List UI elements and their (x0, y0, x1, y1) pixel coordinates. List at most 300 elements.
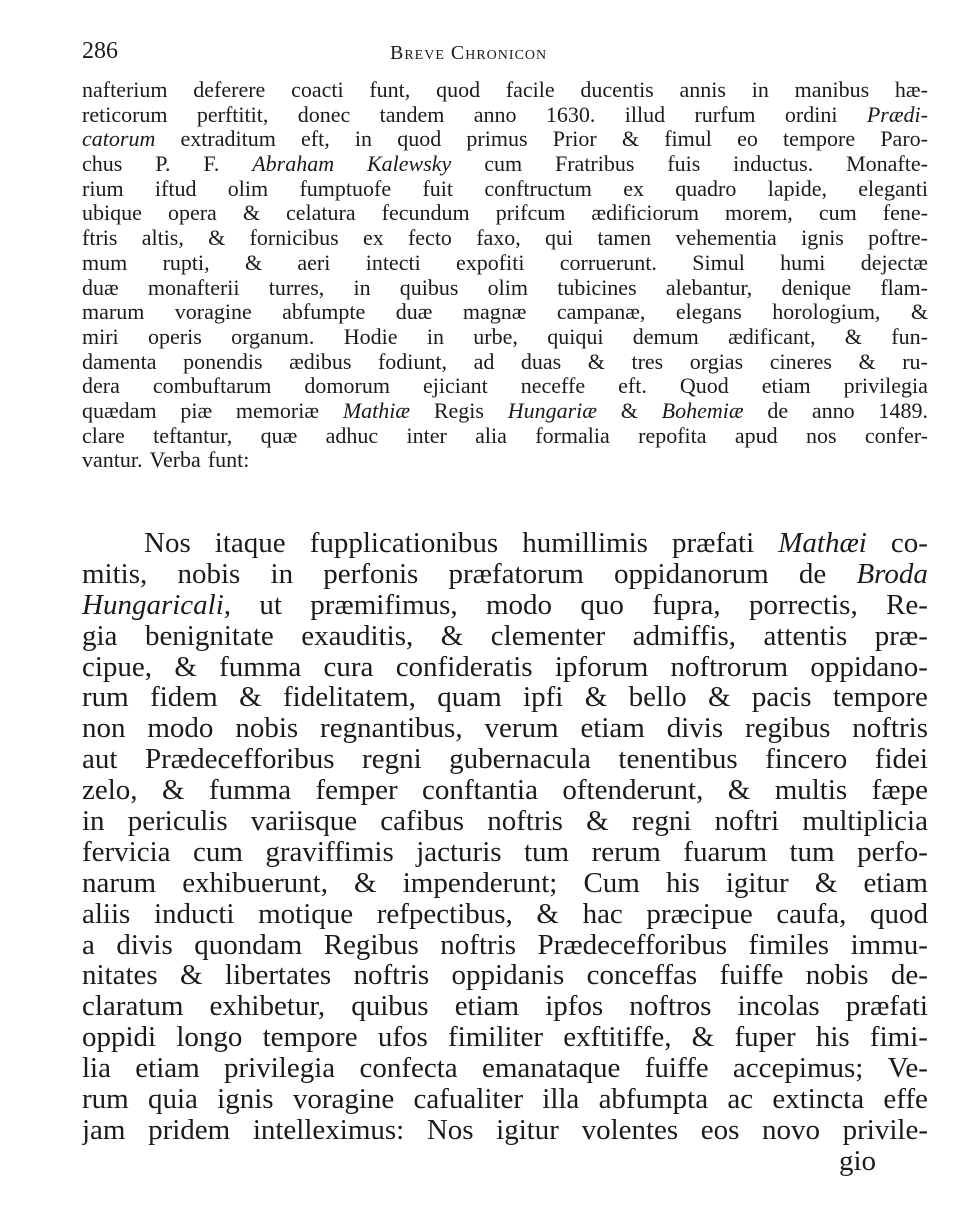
word: quod (397, 127, 442, 152)
word: motique (258, 898, 354, 930)
word: eo (737, 127, 758, 152)
word: fene- (882, 201, 928, 226)
text-line (82, 930, 928, 961)
word: exauditis, (301, 620, 414, 652)
text-line (82, 276, 928, 301)
word: igitur (496, 1114, 559, 1146)
word: Nos (144, 528, 191, 559)
word: accepimus; (732, 1053, 864, 1085)
text-line (82, 226, 928, 251)
page-header (82, 38, 928, 72)
word: tum (524, 836, 570, 868)
word: cum (818, 201, 857, 226)
word: nitates (82, 960, 158, 992)
word: rium (82, 176, 124, 201)
word: denique (781, 275, 852, 300)
word: Quod (679, 374, 729, 399)
word: intecti (365, 250, 421, 275)
word: nafterium (82, 78, 168, 102)
word: Simul (692, 250, 745, 275)
word: Regibus (323, 929, 419, 961)
word: præfati (845, 991, 928, 1023)
word: libertates (224, 960, 332, 992)
word: ftris (82, 226, 118, 251)
word: ordini (784, 102, 838, 127)
word: olim (487, 275, 529, 300)
word: his (815, 1022, 850, 1054)
word: humi (780, 250, 826, 275)
word: mitis, (82, 558, 148, 590)
text-line (82, 652, 928, 683)
text-line (82, 899, 928, 930)
word: & (587, 349, 605, 374)
word: privilegia (224, 1053, 336, 1085)
word: fecundum (381, 201, 470, 226)
word: noftrorum (670, 651, 789, 683)
text-line (82, 713, 928, 744)
word: etiam (454, 991, 520, 1023)
word: ponendis (183, 349, 263, 374)
text-line (82, 127, 928, 152)
word: fuarum (683, 836, 768, 868)
word: & (910, 300, 928, 325)
word: fecto (407, 226, 452, 251)
word: duas (520, 349, 562, 374)
word: multis (774, 775, 848, 807)
word: quadro (675, 176, 737, 201)
word: vantur. (82, 448, 143, 473)
word: in (751, 78, 769, 102)
word: ignis (217, 1084, 274, 1115)
word: elegans (675, 300, 742, 325)
chronicle-text (82, 78, 928, 473)
word: etiam (863, 867, 928, 899)
word: lia (82, 1053, 111, 1085)
word: demum (632, 324, 699, 349)
word: cum (193, 836, 243, 868)
word: in (354, 127, 373, 152)
word: de (767, 398, 789, 423)
italic-word: Abraham (252, 152, 335, 177)
word: ut (259, 589, 282, 621)
word: piæ (180, 398, 213, 423)
word: narum (82, 867, 157, 899)
word: & (440, 620, 464, 652)
word: cipue, (82, 651, 153, 683)
word: in (353, 275, 371, 300)
word: nobis (235, 713, 299, 745)
word: modo (486, 589, 553, 621)
word: fuper (734, 1022, 796, 1054)
word: formalia (535, 423, 610, 448)
word: repofita (638, 423, 707, 448)
word: eleganti (858, 176, 928, 201)
running-title: Breve Chronicon (390, 42, 548, 64)
word: humillimis (522, 528, 648, 559)
word: aeri (297, 250, 331, 275)
word: altis, (141, 226, 184, 251)
word: exhibuerunt, (182, 867, 328, 899)
text-line (82, 1022, 928, 1053)
text-line (82, 806, 928, 837)
word: nobis (805, 960, 869, 992)
text-line (82, 1146, 928, 1177)
word: exhibetur, (209, 991, 326, 1023)
word: Cum (583, 867, 640, 899)
word: Paro- (880, 127, 928, 152)
word: turres, (268, 275, 325, 300)
word: fimul (664, 127, 712, 152)
word: in (426, 324, 444, 349)
word: oppidi (82, 1022, 157, 1054)
word: nos (805, 423, 837, 448)
word: regni (362, 744, 422, 776)
text-line (82, 300, 928, 325)
text-line (82, 1084, 928, 1115)
word: funt: (207, 448, 250, 473)
word: & (208, 226, 226, 251)
text-line (82, 590, 928, 621)
word: lapide, (767, 176, 827, 201)
text-line (82, 374, 928, 399)
word: coacti (291, 78, 344, 102)
word: non (82, 713, 126, 745)
text-line (82, 991, 928, 1022)
word: rerum (591, 836, 661, 868)
word: manibus (794, 78, 870, 102)
word: refpectibus, (376, 898, 513, 930)
word: Prior (552, 127, 597, 152)
word: divis (116, 929, 173, 961)
word: ex (362, 226, 384, 251)
word: fodiunt, (377, 349, 448, 374)
word: voragine (174, 300, 252, 325)
text-line (82, 744, 928, 775)
word: ubique (82, 201, 142, 226)
text-line (82, 177, 928, 202)
word: Prædecefforibus (537, 929, 728, 961)
word: porrectis, (748, 589, 858, 621)
word: cafualiter (413, 1084, 524, 1115)
word: Hodie (343, 324, 398, 349)
word: donec (297, 102, 351, 127)
italic-word: Bohemiæ (661, 398, 744, 423)
word: voragine (292, 1084, 395, 1115)
word: duæ (395, 300, 433, 325)
word: præfatorum (448, 558, 584, 590)
word: præfati (672, 528, 755, 559)
text-line (82, 201, 928, 226)
word: & (586, 806, 609, 837)
word: incolas (737, 991, 820, 1023)
word: hæ- (894, 78, 928, 102)
word: Nos (426, 1114, 474, 1146)
word: monafterii (147, 275, 240, 300)
word: prifcum (495, 201, 566, 226)
word: eft, (301, 127, 330, 152)
word: & (354, 867, 377, 899)
word: ex (623, 176, 644, 201)
word: igitur (725, 867, 789, 899)
word: dera (82, 374, 120, 399)
text-line (82, 152, 928, 177)
word: bello (628, 682, 687, 714)
word: quondam (194, 929, 303, 961)
word: divis (666, 713, 724, 745)
word: anno (473, 102, 517, 127)
word: femper (315, 775, 398, 807)
text-line (82, 424, 928, 449)
italic-word: Kalewsky (367, 152, 452, 177)
word: privile- (842, 1114, 928, 1146)
word: fuiffe (719, 960, 784, 992)
word: a (82, 929, 95, 961)
word: fumma (219, 651, 302, 683)
italic-word: Mathæi (778, 528, 867, 559)
word: ipfi (523, 682, 564, 714)
word: orgias (689, 349, 744, 374)
word: & (244, 250, 263, 275)
word: fimiles (748, 929, 830, 961)
word: & (620, 398, 638, 423)
word: urbe, (473, 324, 518, 349)
word: oppidanorum (614, 558, 769, 590)
word: eos (700, 1114, 740, 1146)
text-line (82, 325, 928, 350)
word: itaque (214, 528, 286, 559)
word: fidelitatem, (283, 682, 416, 714)
word: graviffimis (265, 836, 394, 868)
word: & (621, 127, 640, 152)
word: quiqui (547, 324, 604, 349)
word: etiam (761, 374, 811, 399)
word: conftructum (484, 176, 592, 201)
word: ignis (801, 226, 844, 251)
word: combuftarum (152, 374, 272, 399)
word: in (270, 558, 294, 590)
word: fumma (208, 775, 292, 807)
word: cura (323, 651, 374, 683)
word: magnæ (462, 300, 527, 325)
word: fæpe (871, 775, 928, 807)
word: volentes (581, 1114, 679, 1146)
text-line (82, 78, 928, 103)
word: quibus (351, 991, 429, 1023)
word: inductus. (733, 152, 814, 177)
word: ru- (902, 349, 928, 374)
word: cineres (769, 349, 832, 374)
word: fumptuofe (299, 176, 392, 201)
word: Prædecefforibus (144, 744, 335, 776)
word: P. (155, 152, 171, 177)
word: ædificant, (728, 324, 816, 349)
word: alebantur, (665, 275, 753, 300)
word: opera (167, 201, 217, 226)
word: gio (838, 1145, 876, 1177)
word: confer- (864, 423, 928, 448)
word: faxo, (476, 226, 521, 251)
word: tandem (379, 102, 445, 127)
text-line (82, 251, 928, 276)
page-number: 286 (82, 38, 118, 64)
word: illud (624, 102, 666, 127)
text-line (82, 1053, 928, 1084)
word: perftitit, (196, 102, 269, 127)
word: inter (406, 423, 447, 448)
word: & (180, 960, 203, 992)
word: 1630. (545, 102, 596, 127)
word: memoriæ (235, 398, 320, 423)
word: & (239, 682, 262, 714)
word: fornicibus (249, 226, 339, 251)
word: attentis (763, 620, 848, 652)
word: cum (484, 152, 523, 177)
word: reticorum (82, 102, 168, 127)
word: & (844, 324, 862, 349)
word: F. (203, 152, 220, 177)
word: anno (811, 398, 855, 423)
word: oppidano- (810, 651, 928, 683)
word: conceffas (586, 960, 698, 992)
word: impenderunt; (402, 867, 558, 899)
word: effe (883, 1084, 928, 1115)
word: exftitiffe, (563, 1022, 672, 1054)
word: tamen (597, 226, 652, 251)
word: rum (82, 1084, 129, 1115)
word: tempore (262, 1022, 358, 1054)
word: corruerunt. (559, 250, 657, 275)
text-line (82, 682, 928, 713)
word: de- (890, 960, 928, 992)
word: hac (582, 898, 623, 930)
word: tempore (783, 127, 856, 152)
word: periculis (127, 806, 228, 837)
word: clare (82, 423, 125, 448)
word: fupra, (652, 589, 721, 621)
word: perfonis (323, 558, 419, 590)
word: tempore (832, 682, 928, 714)
word: inducti (153, 898, 235, 930)
word: ipfos (545, 991, 604, 1023)
word: ipforum (554, 651, 649, 683)
italic-word: Mathiæ (342, 398, 411, 423)
word: regni (631, 806, 692, 837)
word: tenentibus (618, 744, 738, 776)
word: & (242, 201, 260, 226)
word: ac (727, 1084, 754, 1115)
text-line (82, 960, 928, 991)
word: zelo, (82, 775, 138, 807)
word: quia (147, 1084, 198, 1115)
word: noftri (714, 806, 780, 837)
word: teftantur, (153, 423, 233, 448)
word: chus (82, 152, 123, 177)
word: & (536, 898, 559, 930)
word: Ve- (887, 1053, 928, 1085)
word: variisque (250, 806, 358, 837)
word: abfumpta (598, 1084, 709, 1115)
word: in (82, 806, 105, 837)
word: nobis (177, 558, 241, 590)
word: fincero (765, 744, 848, 776)
word: eft. (618, 374, 647, 399)
word: extraditum (180, 127, 276, 152)
word: tubicines (557, 275, 637, 300)
word: præcipue (646, 898, 753, 930)
word: & (584, 682, 608, 714)
word: fuiffe (644, 1053, 709, 1085)
word: noftris (487, 806, 563, 837)
word: de (798, 558, 827, 590)
word: ædibus (289, 349, 352, 374)
word: noftris (353, 960, 430, 992)
word: expofiti (456, 250, 525, 275)
word: & (707, 682, 731, 714)
word: pacis (751, 682, 812, 714)
word: rum (82, 682, 129, 714)
word: rurfum (694, 102, 756, 127)
word: rupti, (162, 250, 210, 275)
word: illa (542, 1084, 580, 1115)
word: modo (147, 713, 214, 745)
word: tum (789, 836, 835, 868)
word: vehementia (675, 226, 777, 251)
word: ad (473, 349, 495, 374)
word: confideratis (395, 651, 533, 683)
word: campanæ, (556, 300, 646, 325)
text-line (82, 775, 928, 806)
word: quo (580, 589, 624, 621)
word: funt, (369, 78, 411, 102)
word: gia (82, 620, 118, 652)
word: quam (437, 682, 502, 714)
word: longo (176, 1022, 243, 1054)
word: jam (82, 1114, 126, 1146)
word: quod (436, 78, 481, 102)
word: etiam (580, 713, 645, 745)
word: operis (148, 324, 202, 349)
word: facile (505, 78, 555, 102)
word: fun- (891, 324, 928, 349)
text-line (82, 837, 928, 868)
word: fidei (874, 744, 928, 776)
word: clementer (490, 620, 606, 652)
word: & (174, 651, 197, 683)
word: pridem (148, 1114, 231, 1146)
word: qui (545, 226, 574, 251)
word: alia (475, 423, 507, 448)
word: cafibus (380, 806, 465, 837)
word: aliis (82, 898, 131, 930)
word: primus (466, 127, 528, 152)
word: emanataque (481, 1053, 621, 1085)
word: co- (890, 528, 928, 559)
italic-word: Hungariæ (507, 398, 597, 423)
word: 1489. (878, 398, 928, 423)
word: caufa, (776, 898, 847, 930)
word: regnantibus, (320, 713, 463, 745)
word: præ- (874, 620, 928, 652)
word: marum (82, 300, 145, 325)
word: noftros (629, 991, 712, 1023)
word: & (691, 1022, 715, 1054)
word: iftud (154, 176, 197, 201)
word: oppidanis (451, 960, 565, 992)
word: ædificiorum (591, 201, 699, 226)
word: etiam (135, 1053, 200, 1085)
italic-word: Hungaricali, (82, 589, 232, 621)
text-line (82, 559, 928, 590)
